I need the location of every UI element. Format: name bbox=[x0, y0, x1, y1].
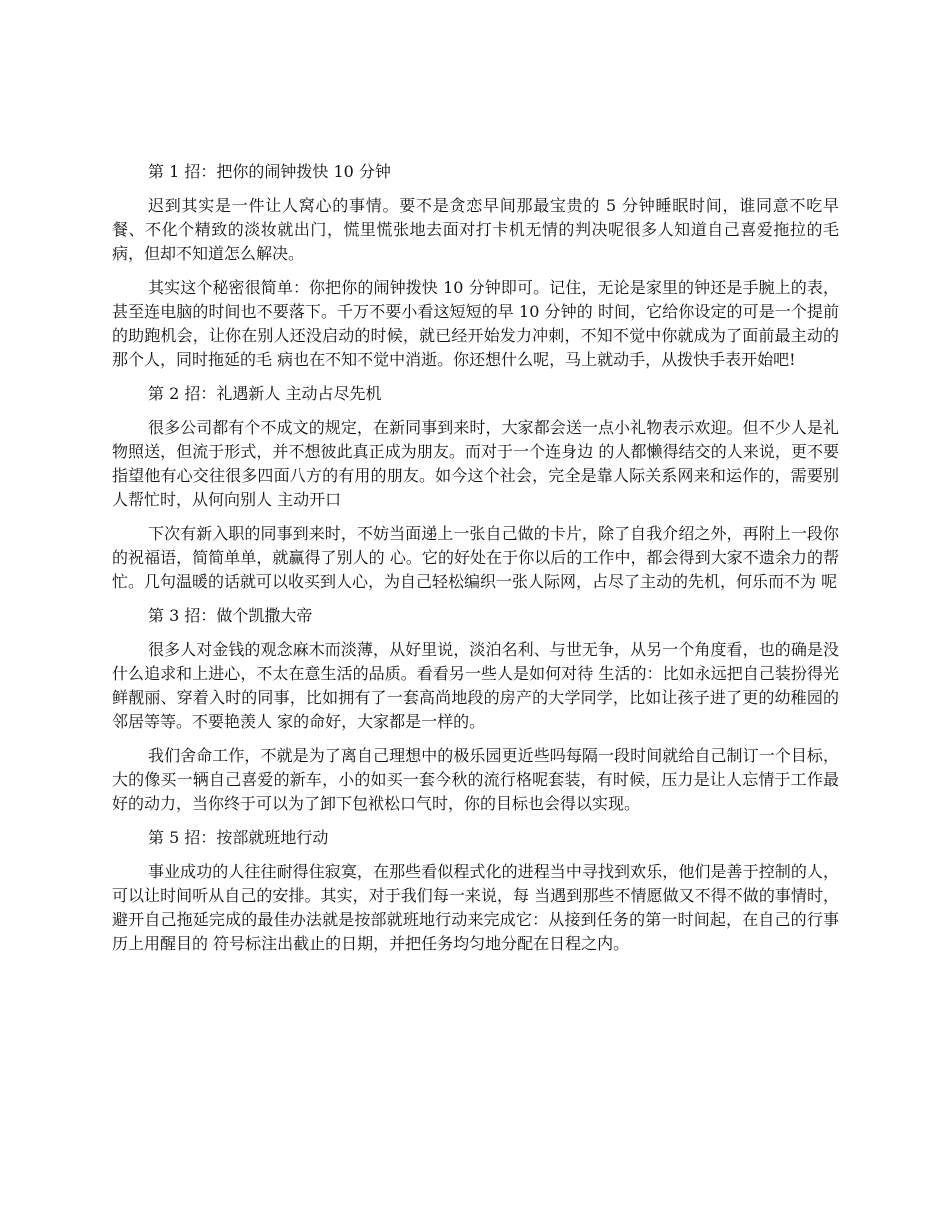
paragraph: 很多人对金钱的观念麻木而淡薄，从好里说，淡泊名利、与世无争，从另一个角度看，也的确是没什么追求和上进心，不太在意生活的品质。看看另一些人是如何对待 生活的：比如永远把自己装扮得光鲜靓丽、穿着入时的同事，比如拥有了一套高尚地段的房产的大学同学，比如让孩子进了更的幼稚园的邻居等等。不要艳羡人 家的命好，大家都是一样的。 bbox=[112, 640, 839, 731]
paragraph: 事业成功的人往往耐得住寂寞，在那些看似程式化的进程当中寻找到欢乐，他们是善于控制的人，可以让时间听从自己的安排。其实，对于我们每一来说，每 当遇到那些不情愿做又不得不做的事情时，避开自己拖延完成的最佳办法就是按部就班地行动来完成它：从接到任务的第一时间起，在自己的行事历上用醒目的 符号标注出截止的日期，并把任务均匀地分配在日程之内。 bbox=[112, 862, 839, 953]
paragraph: 很多公司都有个不成文的规定，在新同事到来时，大家都会送一点小礼物表示欢迎。但不少人是礼物照送，但流于形式，并不想彼此真正成为朋友。而对于一个连身边 的人都懒得结交的人来说，更不要指望他有心交往很多四面八方的有用的朋友。如今这个社会，完全是靠人际关系网来和运作的，需要别人帮忙时，从何向别人 主动开口 bbox=[112, 418, 839, 509]
paragraph: 我们舍命工作，不就是为了离自己理想中的极乐园更近些吗每隔一段时间就给自己制订一个目标，大的像买一辆自己喜爱的新车，小的如买一套今秋的流行格呢套装，有时候，压力是让人忘情于工作最好的动力，当你终于可以为了卸下包袱松口气时，你的目标也会得以实现。 bbox=[112, 746, 839, 813]
paragraph: 下次有新入职的同事到来时，不妨当面递上一张自己做的卡片，除了自我介绍之外，再附上一段你的祝福语，简简单单，就赢得了别人的 心。它的好处在于你以后的工作中，都会得到大家不遗余力的帮忙。几句温暖的话就可以收买到人心，为自己轻松编织一张人际网，占尽了主动的先机，何乐而不为 呢 bbox=[112, 524, 839, 591]
section-3 bbox=[112, 604, 839, 816]
section-2 bbox=[112, 382, 839, 594]
section-1 bbox=[112, 160, 839, 372]
paragraph: 迟到其实是一件让人窝心的事情。要不是贪恋早间那最宝贵的 5 分钟睡眠时间，谁同意不吃早餐、不化个精致的淡妆就出门，慌里慌张地去面对打卡机无情的判决呢很多人知道自己喜爱拖拉的毛病，但却不知道怎么解决。 bbox=[112, 196, 839, 263]
section-5 bbox=[112, 826, 839, 956]
document-body bbox=[112, 160, 839, 966]
section-heading: 第 1 招：把你的闹钟拨快 10 分钟 bbox=[148, 162, 391, 181]
section-heading: 第 5 招：按部就班地行动 bbox=[148, 828, 329, 847]
paragraph: 其实这个秘密很简单：你把你的闹钟拨快 10 分钟即可。记住，无论是家里的钟还是手腕上的表，甚至连电脑的时间也不要落下。千万不要小看这短短的早 10 分钟的 时间，它给你设定的可是一个提前的助跑机会，让你在别人还没启动的时候，就已经开始发力冲刺，不知不觉中你就成为了面前最主动的那个人，同时拖延的毛 病也在不知不觉中消逝。你还想什么呢，马上就动手，从拨快手表开始吧! bbox=[112, 278, 839, 369]
section-heading: 第 3 招：做个凯撒大帝 bbox=[148, 606, 313, 625]
section-heading: 第 2 招：礼遇新人 主动占尽先机 bbox=[148, 384, 382, 403]
